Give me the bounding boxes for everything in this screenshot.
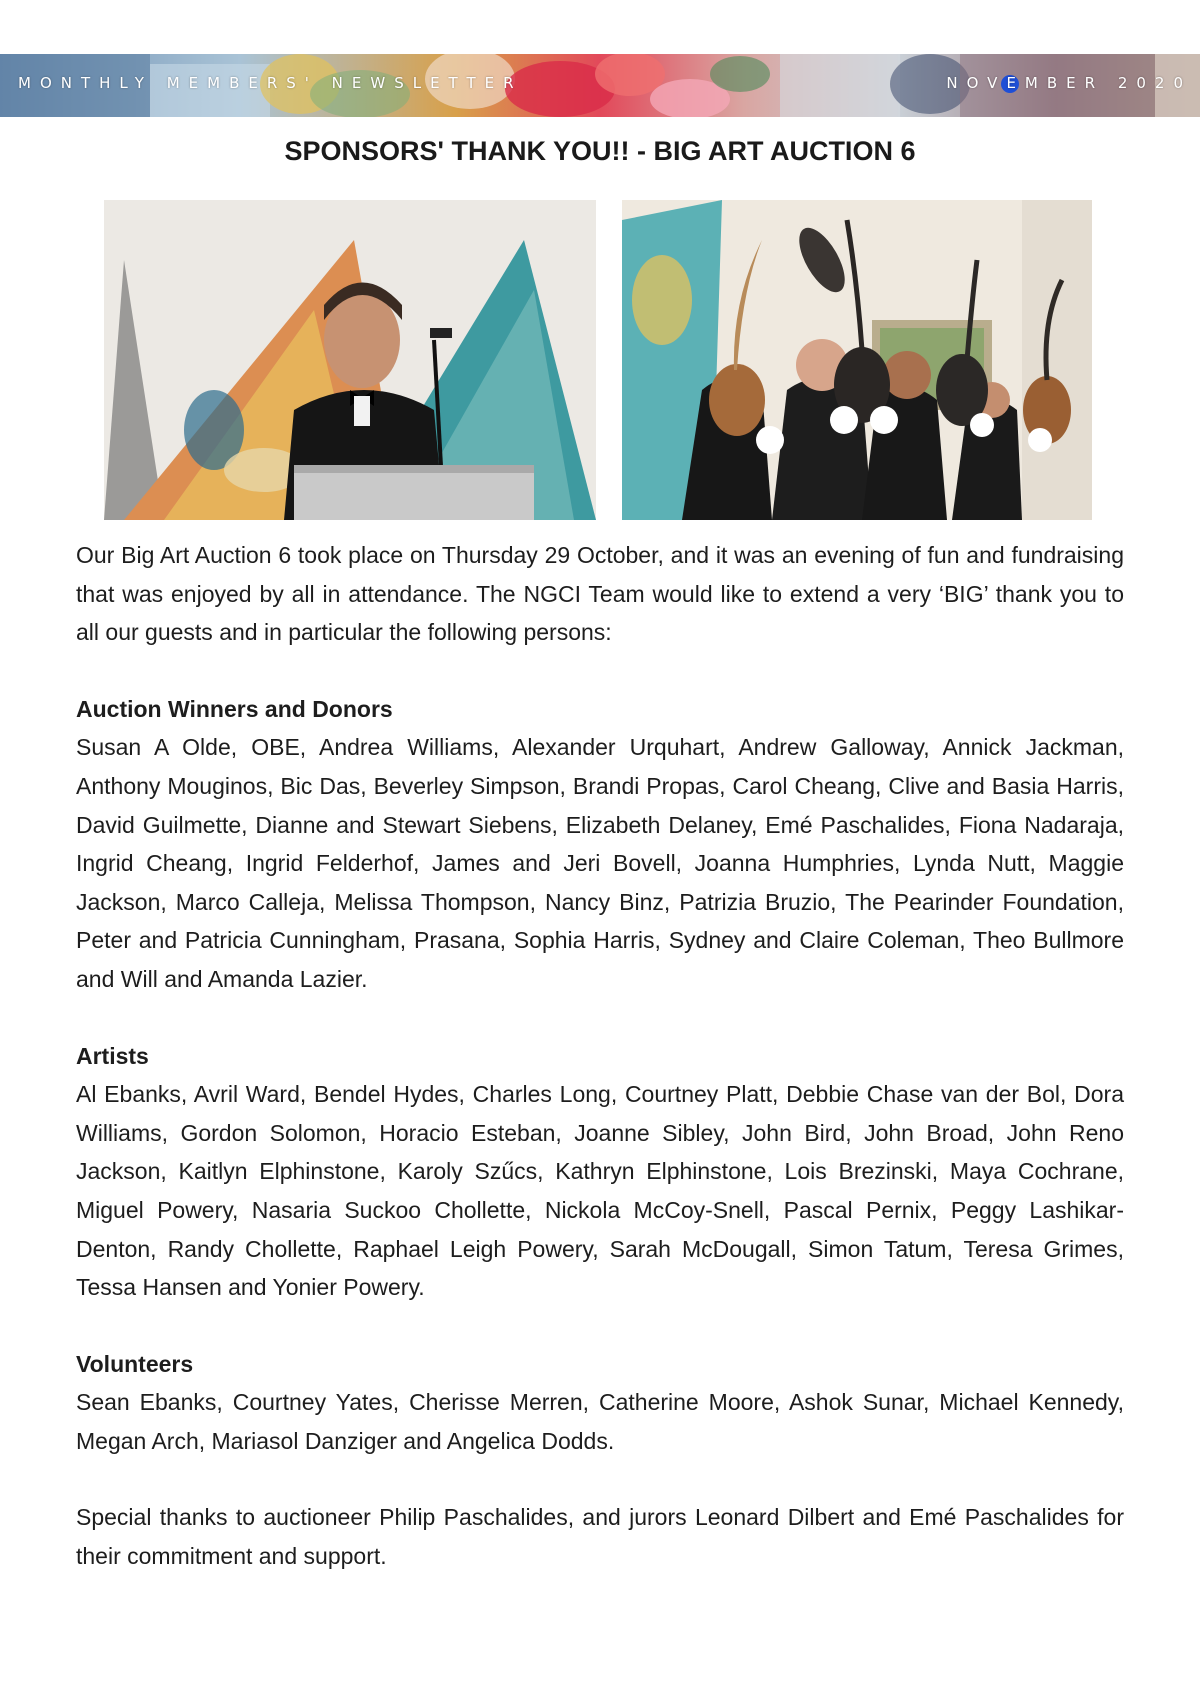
sculpture-presentation-photo <box>622 200 1092 520</box>
artists-heading: Artists <box>76 1042 149 1069</box>
issue-date: NOVEMBER 2020 <box>946 74 1192 92</box>
intro-paragraph: Our Big Art Auction 6 took place on Thursday 29 October, and it was an evening of fun and fundraising that was enjoyed by all in attendance. The NGCI Team would like to extend a very ‘BIG’ thank you to all our guests and in particular the following persons: <box>76 542 1124 646</box>
article-body <box>76 536 1124 1576</box>
page-title: SPONSORS' THANK YOU!! - BIG ART AUCTION 6 <box>284 136 916 166</box>
auctioneer-photo <box>104 200 596 520</box>
newsletter-banner <box>0 54 1200 117</box>
volunteers-heading: Volunteers <box>76 1350 194 1377</box>
winners-list: Susan A Olde, OBE, Andrea Williams, Alexander Urquhart, Andrew Galloway, Annick Jackman, Anthony Mouginos, Bic Das, Beverley Simpson, Brandi Propas, Carol Cheang, Clive and Basia Harris, David Guilmette, Dianne and Stewart Siebens, Elizabeth Delaney, Emé Paschalides, Fiona Nadaraja, Ingrid Cheang, Ingrid Felderhof, James and Jeri Bovell, Joanna Humphries, Lynda Nutt, Maggie Jackson, Marco Calleja, Melissa Thompson, Nancy Binz, Patrizia Bruzio, The Pearinder Foundation, Peter and Patricia Cunningham, Prasana, Sophia Harris, Sydney and Claire Coleman, Theo Bullmore and Will and Amanda Lazier. <box>76 734 1124 992</box>
closing-paragraph: Special thanks to auctioneer Philip Paschalides, and jurors Leonard Dilbert and Emé Paschalides for their commitment and support. <box>76 1504 1124 1570</box>
newsletter-label: MONTHLY MEMBERS' NEWSLETTER <box>18 74 523 92</box>
winners-heading: Auction Winners and Donors <box>76 695 393 722</box>
volunteers-list: Sean Ebanks, Courtney Yates, Cherisse Merren, Catherine Moore, Ashok Sunar, Michael Kennedy, Megan Arch, Mariasol Danziger and Angelica Dodds. <box>76 1389 1124 1454</box>
artists-list: Al Ebanks, Avril Ward, Bendel Hydes, Charles Long, Courtney Platt, Debbie Chase van der Bol, Dora Williams, Gordon Solomon, Horacio Esteban, Joanne Sibley, John Bird, John Broad, John Reno Jackson, Kaitlyn Elphinstone, Karoly Szűcs, Kathryn Elphinstone, Lois Brezinski, Maya Cochrane, Miguel Powery, Nasaria Suckoo Chollette, Nickola McCoy-Snell, Pascal Pernix, Peggy Lashikar-Denton, Randy Chollette, Raphael Leigh Powery, Sarah McDougall, Simon Tatum, Teresa Grimes, Tessa Hansen and Yonier Powery. <box>76 1081 1124 1301</box>
